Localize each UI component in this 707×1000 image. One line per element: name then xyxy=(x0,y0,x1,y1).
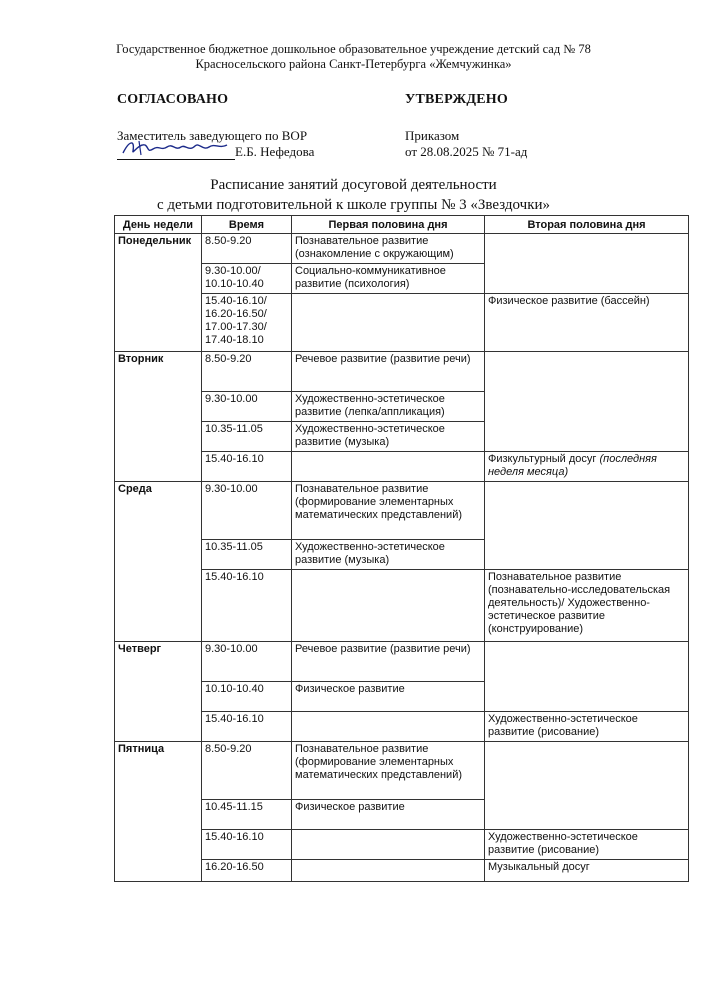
time-cell: 8.50-9.20 xyxy=(202,234,292,264)
second-half-cell: Художественно-эстетическое развитие (рисование) xyxy=(485,712,689,742)
first-half-cell xyxy=(292,452,485,482)
second-half-cell: Познавательное развитие (познавательно-исследовательская деятельность)/ Художественно-эстетическое развитие (конструирование) xyxy=(485,570,689,642)
second-half-cell xyxy=(485,352,689,452)
time-cell: 9.30-10.00 xyxy=(202,482,292,540)
first-half-cell xyxy=(292,830,485,860)
day-thursday: Четверг xyxy=(115,642,202,742)
day-friday: Пятница xyxy=(115,742,202,882)
day-wednesday: Среда xyxy=(115,482,202,642)
agreed-signature-row xyxy=(117,144,357,160)
table-row xyxy=(115,294,689,352)
table-row xyxy=(115,742,689,800)
approval-agreed-block xyxy=(117,92,357,160)
table-row xyxy=(115,860,689,882)
table-row xyxy=(115,234,689,264)
time-cell: 8.50-9.20 xyxy=(202,352,292,392)
table-row xyxy=(115,352,689,392)
time-cell: 16.20-16.50 xyxy=(202,860,292,882)
day-monday: Понедельник xyxy=(115,234,202,352)
approval-approved-block xyxy=(405,92,645,160)
title-line-2: с детьми подготовительной к школе группы № 3 «Звездочки» xyxy=(156,197,551,213)
first-half-cell: Художественно-эстетическое развитие (лепка/аппликация) xyxy=(292,392,485,422)
first-half-cell xyxy=(292,294,485,352)
time-cell: 9.30-10.00 xyxy=(202,392,292,422)
second-half-cell: Физическое развитие (бассейн) xyxy=(485,294,689,352)
organization-header xyxy=(0,42,707,72)
time-cell: 10.10-10.40 xyxy=(202,682,292,712)
agreed-heading: СОГЛАСОВАНО xyxy=(117,92,229,107)
schedule-table xyxy=(114,215,689,882)
first-half-cell xyxy=(292,712,485,742)
signature-line xyxy=(117,145,235,160)
second-half-cell xyxy=(485,452,689,482)
time-cell: 10.45-11.15 xyxy=(202,800,292,830)
time-cell: 10.35-11.05 xyxy=(202,540,292,570)
first-half-cell: Социально-коммуникативное развитие (психология) xyxy=(292,264,485,294)
second-half-cell xyxy=(485,234,689,294)
second-half-cell xyxy=(485,482,689,570)
approved-heading: УТВЕРЖДЕНО xyxy=(405,92,508,107)
time-cell: 15.40-16.10 xyxy=(202,452,292,482)
first-half-cell xyxy=(292,860,485,882)
first-half-cell: Речевое развитие (развитие речи) xyxy=(292,642,485,682)
agreed-name: Е.Б. Нефедова xyxy=(235,144,315,159)
first-half-cell: Познавательное развитие (ознакомление с окружающим) xyxy=(292,234,485,264)
header-first-half: Первая половина дня xyxy=(292,216,485,234)
second-half-cell xyxy=(485,742,689,830)
time-cell: 9.30-10.00/ 10.10-10.40 xyxy=(202,264,292,294)
first-half-cell: Познавательное развитие (формирование элементарных математических представлений) xyxy=(292,482,485,540)
time-cell: 8.50-9.20 xyxy=(202,742,292,800)
table-row xyxy=(115,642,689,682)
table-header-row xyxy=(115,216,689,234)
second-half-cell: Музыкальный досуг xyxy=(485,860,689,882)
first-half-cell: Художественно-эстетическое развитие (музыка) xyxy=(292,422,485,452)
leisure-note: (последняя неделя месяца) xyxy=(488,453,657,478)
second-half-cell: Художественно-эстетическое развитие (рисование) xyxy=(485,830,689,860)
order-label: Приказом xyxy=(405,128,460,143)
table-row xyxy=(115,482,689,540)
table-row xyxy=(115,570,689,642)
time-cell: 10.35-11.05 xyxy=(202,422,292,452)
time-cell: 15.40-16.10 xyxy=(202,712,292,742)
agreed-position: Заместитель заведующего по ВОР xyxy=(117,128,308,143)
first-half-cell: Физическое развитие xyxy=(292,682,485,712)
first-half-cell: Художественно-эстетическое развитие (музыка) xyxy=(292,540,485,570)
schedule-title xyxy=(0,175,707,215)
time-cell: 15.40-16.10/ 16.20-16.50/ 17.00-17.30/ 17.40-18.10 xyxy=(202,294,292,352)
time-cell: 15.40-16.10 xyxy=(202,570,292,642)
header-day: День недели xyxy=(115,216,202,234)
first-half-cell xyxy=(292,570,485,642)
first-half-cell: Познавательное развитие (формирование элементарных математических представлений) xyxy=(292,742,485,800)
title-line-1: Расписание занятий досуговой деятельности xyxy=(210,177,497,193)
second-half-cell xyxy=(485,642,689,712)
table-row xyxy=(115,712,689,742)
org-line-2: Красносельского района Санкт-Петербурга «Жемчужинка» xyxy=(195,57,512,71)
table-row xyxy=(115,452,689,482)
time-cell: 15.40-16.10 xyxy=(202,830,292,860)
header-second-half: Вторая половина дня xyxy=(485,216,689,234)
org-line-1: Государственное бюджетное дошкольное образовательное учреждение детский сад № 78 xyxy=(116,42,591,56)
table-row xyxy=(115,830,689,860)
first-half-cell: Физическое развитие xyxy=(292,800,485,830)
header-time: Время xyxy=(202,216,292,234)
leisure-activity: Физкультурный досуг xyxy=(488,453,597,465)
first-half-cell: Речевое развитие (развитие речи) xyxy=(292,352,485,392)
time-cell: 9.30-10.00 xyxy=(202,642,292,682)
order-reference: от 28.08.2025 № 71-ад xyxy=(405,144,528,159)
day-tuesday: Вторник xyxy=(115,352,202,482)
handwritten-signature-icon xyxy=(119,137,231,159)
